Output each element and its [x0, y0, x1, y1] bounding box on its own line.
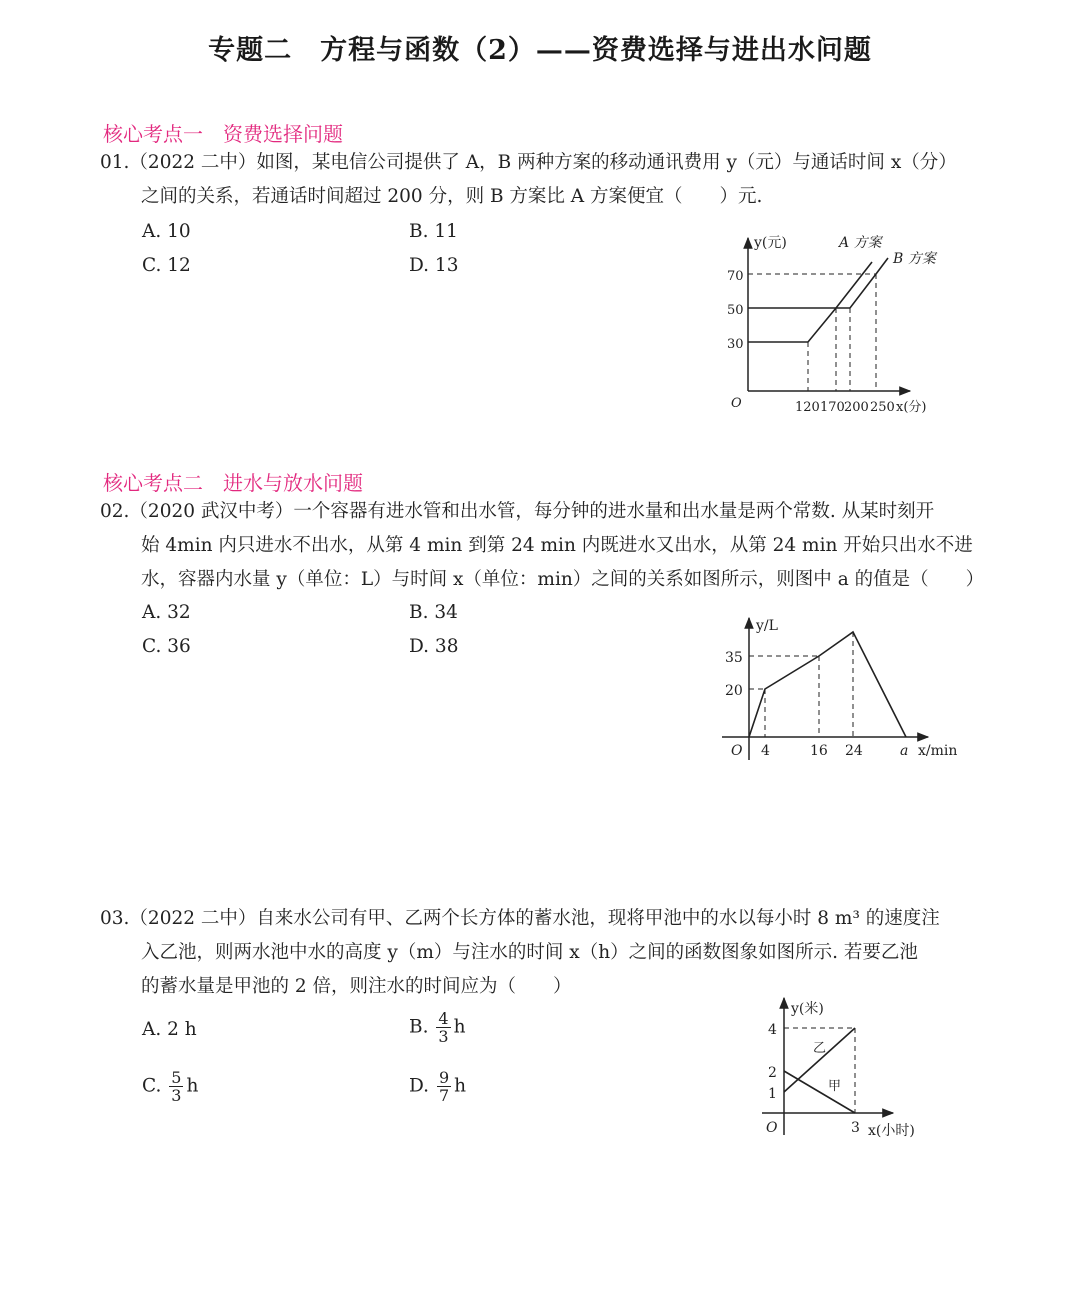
q3-text-line-2: 入乙池，则两水池中水的高度 y（m）与注水的时间 x（h）之间的函数图象如图所示. 若要乙池 [141, 942, 918, 963]
q3-series-jia [784, 1071, 855, 1113]
q3-option-c-unit: h [186, 1075, 199, 1097]
q1-xtick-250: 250 [870, 400, 895, 415]
q3-y-label: y(米) [791, 1001, 824, 1017]
q1-option-b[interactable]: B. 11 [409, 221, 458, 242]
q2-x-label: x/min [918, 743, 958, 759]
q2-xtick-a: a [900, 743, 909, 759]
q3-option-b-num: 4 [438, 1009, 449, 1028]
q1-option-a[interactable]: A. 10 [142, 221, 191, 242]
q2-ytick-35: 35 [725, 650, 743, 666]
q2-option-d[interactable]: D. 38 [409, 636, 459, 657]
q3-option-b-den: 3 [438, 1027, 449, 1046]
q3-option-d-unit: h [454, 1075, 467, 1097]
q3-option-d-prefix: D. [409, 1075, 430, 1097]
q1-series-b-label: B 方案 [893, 251, 936, 267]
q1-origin: O [731, 396, 742, 411]
page-title: 专题二 方程与函数（2）——资费选择与进出水问题 [208, 35, 872, 66]
q3-ytick-4: 4 [768, 1022, 777, 1038]
q2-y-label: y/L [756, 618, 778, 634]
q3-option-c-num: 5 [171, 1068, 182, 1087]
q1-xtick-200: 200 [844, 400, 869, 415]
q3-x-label: x(小时) [868, 1123, 915, 1139]
q1-option-c[interactable]: C. 12 [142, 255, 191, 276]
q3-series-yi [784, 1028, 855, 1092]
q2-option-c[interactable]: C. 36 [142, 636, 191, 657]
q1-ytick-70: 70 [727, 269, 744, 284]
q1-x-label: x(分) [896, 400, 927, 415]
q3-series-yi-label: 乙 [813, 1041, 827, 1056]
q2-ytick-20: 20 [725, 683, 743, 699]
q2-xtick-16: 16 [810, 743, 828, 759]
q2-text-line-3: 水，容器内水量 y（单位：L）与时间 x（单位：min）之间的关系如图所示，则图中 a 的值是（ ） [141, 569, 985, 590]
q1-xtick-170: 170 [820, 400, 845, 415]
q3-option-d-num: 9 [438, 1068, 450, 1087]
q3-origin: O [766, 1120, 778, 1136]
q3-option-c-prefix: C. [142, 1075, 162, 1097]
q3-option-c-den: 3 [171, 1086, 182, 1105]
q3-ytick-1: 1 [768, 1086, 777, 1102]
q3-option-d-den: 7 [438, 1086, 450, 1105]
q3-option-b-prefix: B. [409, 1016, 429, 1038]
q1-ytick-50: 50 [727, 303, 744, 318]
q1-text-line-2: 之间的关系，若通话时间超过 200 分，则 B 方案比 A 方案便宜（ ）元. [141, 186, 763, 207]
section-heading-1: 核心考点一 资费选择问题 [103, 122, 343, 146]
q2-text-line-1: 02.（2020 武汉中考）一个容器有进水管和出水管，每分钟的进水量和出水量是两个常数. 从某时刻开 [100, 501, 935, 522]
q2-text-line-2: 始 4min 内只进水不出水，从第 4 min 到第 24 min 内既进水又出水，从第 24 min 开始只出水不进 [141, 535, 973, 556]
q3-option-a[interactable]: A. 2 h [142, 1019, 197, 1040]
q1-y-label: y(元) [754, 235, 787, 251]
section-heading-2: 核心考点二 进水与放水问题 [103, 471, 363, 495]
q2-option-a[interactable]: A. 32 [142, 602, 191, 623]
q1-xtick-120: 120 [795, 400, 820, 415]
q3-series-jia-label: 甲 [828, 1079, 842, 1094]
q3-xtick-3: 3 [851, 1120, 860, 1136]
q1-option-d[interactable]: D. 13 [409, 255, 459, 276]
q1-text-line-1: 01.（2022 二中）如图，某电信公司提供了 A，B 两种方案的移动通讯费用 y（元）与通话时间 x（分） [100, 152, 957, 173]
q1-ytick-30: 30 [727, 337, 744, 352]
q2-option-b[interactable]: B. 34 [409, 602, 458, 623]
q3-option-b-unit: h [453, 1016, 466, 1038]
q2-xtick-24: 24 [845, 743, 863, 759]
q3-text-line-1: 03.（2022 二中）自来水公司有甲、乙两个长方体的蓄水池，现将甲池中的水以每小时 8 m³ 的速度注 [100, 908, 940, 929]
q2-origin: O [731, 743, 743, 759]
q2-xtick-4: 4 [761, 743, 770, 759]
q3-ytick-2: 2 [768, 1065, 777, 1081]
q1-series-a-label: A 方案 [839, 235, 882, 251]
q3-text-line-3: 的蓄水量是甲池的 2 倍，则注水的时间应为（ ） [141, 976, 572, 997]
